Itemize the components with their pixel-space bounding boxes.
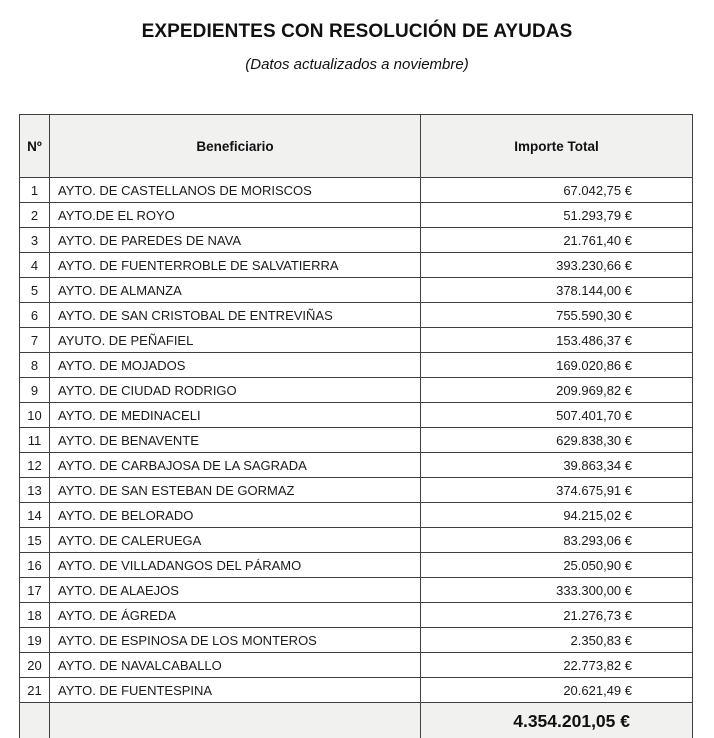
beneficiary-cell: AYTO. DE ALAEJOS	[50, 578, 421, 603]
table-row	[20, 453, 693, 478]
table-row	[20, 203, 693, 228]
row-number-cell: 15	[20, 528, 50, 553]
table-row	[20, 503, 693, 528]
header-beneficiario: Beneficiario	[50, 115, 421, 178]
beneficiary-cell: AYTO. DE BELORADO	[50, 503, 421, 528]
beneficiary-cell: AYTO. DE SAN CRISTOBAL DE ENTREVIÑAS	[50, 303, 421, 328]
row-number-cell: 10	[20, 403, 50, 428]
row-number-cell: 16	[20, 553, 50, 578]
row-number-cell: 9	[20, 378, 50, 403]
row-number-cell: 14	[20, 503, 50, 528]
amount-cell: 333.300,00 €	[421, 578, 693, 603]
amount-cell: 22.773,82 €	[421, 653, 693, 678]
amount-cell: 51.293,79 €	[421, 203, 693, 228]
table-row	[20, 653, 693, 678]
table-row	[20, 328, 693, 353]
table-row	[20, 578, 693, 603]
beneficiary-cell: AYTO.DE EL ROYO	[50, 203, 421, 228]
table-row	[20, 628, 693, 653]
table-row	[20, 303, 693, 328]
beneficiary-cell: AYTO. DE NAVALCABALLO	[50, 653, 421, 678]
amount-cell: 209.969,82 €	[421, 378, 693, 403]
total-empty-num-cell	[20, 703, 50, 738]
header-importe: Importe Total	[421, 115, 693, 178]
row-number-cell: 19	[20, 628, 50, 653]
table-row	[20, 428, 693, 453]
table-row	[20, 528, 693, 553]
beneficiary-cell: AYTO. DE BENAVENTE	[50, 428, 421, 453]
row-number-cell: 7	[20, 328, 50, 353]
table-header	[20, 115, 693, 178]
total-amount-cell: 4.354.201,05 €	[421, 703, 693, 738]
amount-cell: 393.230,66 €	[421, 253, 693, 278]
beneficiary-cell: AYTO. DE ÁGREDA	[50, 603, 421, 628]
amount-cell: 374.675,91 €	[421, 478, 693, 503]
beneficiary-cell: AYTO. DE FUENTESPINA	[50, 678, 421, 703]
table-row	[20, 478, 693, 503]
row-number-cell: 13	[20, 478, 50, 503]
amount-cell: 21.761,40 €	[421, 228, 693, 253]
beneficiary-cell: AYTO. DE ESPINOSA DE LOS MONTEROS	[50, 628, 421, 653]
beneficiary-cell: AYTO. DE CASTELLANOS DE MORISCOS	[50, 178, 421, 203]
row-number-cell: 18	[20, 603, 50, 628]
amount-cell: 629.838,30 €	[421, 428, 693, 453]
amount-cell: 153.486,37 €	[421, 328, 693, 353]
total-empty-beneficiary-cell	[50, 703, 421, 738]
row-number-cell: 1	[20, 178, 50, 203]
total-row	[20, 703, 693, 738]
beneficiary-cell: AYTO. DE ALMANZA	[50, 278, 421, 303]
amount-cell: 755.590,30 €	[421, 303, 693, 328]
header-num: Nº	[20, 115, 50, 178]
row-number-cell: 5	[20, 278, 50, 303]
beneficiary-cell: AYTO. DE MOJADOS	[50, 353, 421, 378]
table-row	[20, 178, 693, 203]
amount-cell: 25.050,90 €	[421, 553, 693, 578]
table-row	[20, 278, 693, 303]
beneficiary-cell: AYTO. DE CARBAJOSA DE LA SAGRADA	[50, 453, 421, 478]
row-number-cell: 6	[20, 303, 50, 328]
table-row	[20, 228, 693, 253]
row-number-cell: 8	[20, 353, 50, 378]
header-row	[20, 115, 693, 178]
document-subtitle: (Datos actualizados a noviembre)	[245, 56, 469, 73]
table-row	[20, 553, 693, 578]
amount-cell: 83.293,06 €	[421, 528, 693, 553]
table-row	[20, 678, 693, 703]
amount-cell: 2.350,83 €	[421, 628, 693, 653]
row-number-cell: 4	[20, 253, 50, 278]
beneficiary-cell: AYTO. DE PAREDES DE NAVA	[50, 228, 421, 253]
ayudas-table	[19, 114, 693, 738]
table-row	[20, 603, 693, 628]
beneficiary-cell: AYUTO. DE PEÑAFIEL	[50, 328, 421, 353]
amount-cell: 94.215,02 €	[421, 503, 693, 528]
beneficiary-cell: AYTO. DE SAN ESTEBAN DE GORMAZ	[50, 478, 421, 503]
row-number-cell: 20	[20, 653, 50, 678]
beneficiary-cell: AYTO. DE CALERUEGA	[50, 528, 421, 553]
beneficiary-cell: AYTO. DE FUENTERROBLE DE SALVATIERRA	[50, 253, 421, 278]
amount-cell: 21.276,73 €	[421, 603, 693, 628]
beneficiary-cell: AYTO. DE CIUDAD RODRIGO	[50, 378, 421, 403]
amount-cell: 39.863,34 €	[421, 453, 693, 478]
row-number-cell: 12	[20, 453, 50, 478]
table-body	[20, 178, 693, 703]
table-row	[20, 378, 693, 403]
table-row	[20, 353, 693, 378]
amount-cell: 67.042,75 €	[421, 178, 693, 203]
row-number-cell: 2	[20, 203, 50, 228]
beneficiary-cell: AYTO. DE VILLADANGOS DEL PÁRAMO	[50, 553, 421, 578]
amount-cell: 378.144,00 €	[421, 278, 693, 303]
document-title: EXPEDIENTES CON RESOLUCIÓN DE AYUDAS	[141, 21, 573, 42]
amount-cell: 169.020,86 €	[421, 353, 693, 378]
row-number-cell: 21	[20, 678, 50, 703]
row-number-cell: 11	[20, 428, 50, 453]
table-row	[20, 403, 693, 428]
table-footer	[20, 703, 693, 738]
amount-cell: 20.621,49 €	[421, 678, 693, 703]
row-number-cell: 17	[20, 578, 50, 603]
table-row	[20, 253, 693, 278]
beneficiary-cell: AYTO. DE MEDINACELI	[50, 403, 421, 428]
amount-cell: 507.401,70 €	[421, 403, 693, 428]
row-number-cell: 3	[20, 228, 50, 253]
